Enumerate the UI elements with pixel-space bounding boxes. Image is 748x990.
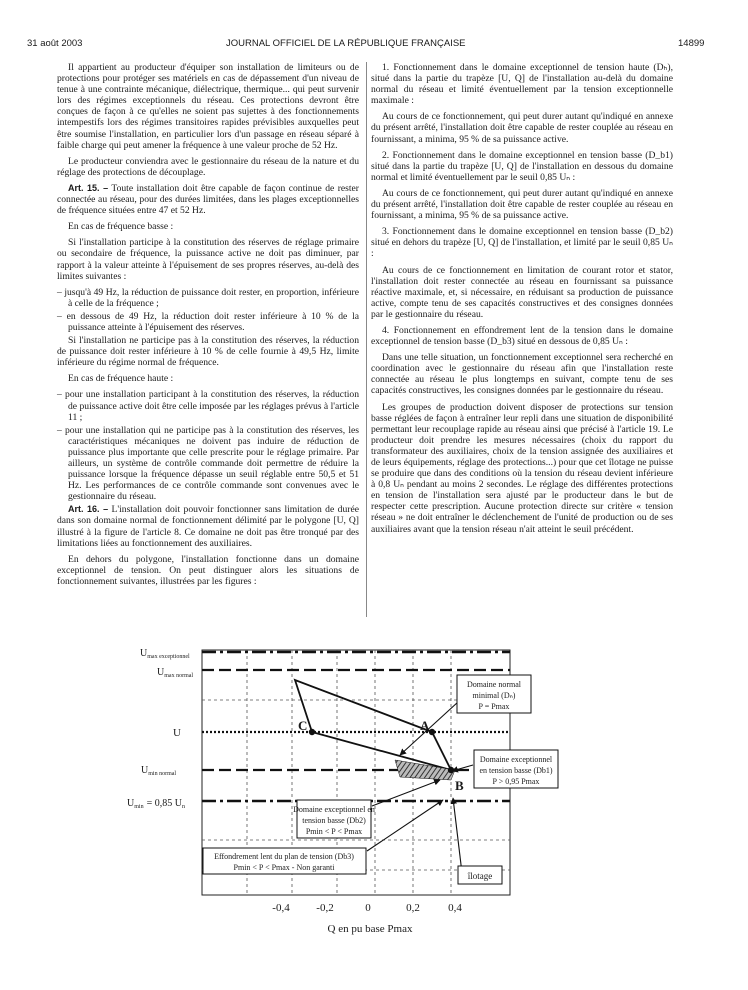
- paragraph: [57, 221, 359, 232]
- paragraph-text: – pour une installation qui ne participe pas à la constitution des réserves, les caractéristiques mécaniques ne doivent pas induire de réduction de puissance plus importante que celle prescrite pour le réglage primaire. Par ailleurs, un système de contrôle commande doit permettre de réduire la puissance lorsque la fréquence dépasse un seuil réglable entre 50,5 et 51 Hz. Les performances de ce contrôle commande sont convenues avec le gestionnaire du réseau.: [57, 424, 359, 503]
- paragraph-text: Si l'installation participe à la constitution des réserves de réglage primaire ou secondaire de fréquence, la puissance active ne doit pas diminuer, par rapport à la valeur atteinte à l'épuisement de ses propres réserves, au-delà des limites suivantes :: [57, 237, 359, 282]
- paragraph: [57, 425, 359, 503]
- paragraph-text: Le producteur conviendra avec le gestionnaire du réseau de la nature et du réglage des protections de découplage.: [57, 155, 359, 178]
- paragraph: [57, 237, 359, 281]
- paragraph: [57, 156, 359, 178]
- column-divider: [366, 62, 367, 617]
- paragraph: [57, 335, 359, 368]
- box-slow-collapse: [203, 848, 366, 874]
- svg-text:tension basse (Db2): tension basse (Db2): [302, 816, 366, 825]
- svg-text:P = Pmax: P = Pmax: [478, 702, 510, 711]
- paragraph-text: 4. Fonctionnement en effondrement lent de la tension dans le domaine exceptionnel de tension basse (D_b3) situé en dessous de 0,85 Uₙ :: [371, 324, 673, 348]
- voltage-reactive-figure: [0, 630, 748, 955]
- paragraph: [371, 402, 673, 535]
- svg-text:P > 0,95 Pmax: P > 0,95 Pmax: [492, 777, 540, 786]
- article-number: Art. 16. –: [68, 504, 109, 515]
- paragraph-text: En dehors du polygone, l'installation fonctionne dans un domaine exceptionnel de tension. On peut distinguer alors les situations de fonctionnement suivantes, illustrées par les figures :: [57, 553, 359, 587]
- paragraph: [371, 226, 673, 259]
- paragraph: [57, 287, 359, 309]
- paragraph: [371, 62, 673, 106]
- svg-text:Domaine exceptionnel en: Domaine exceptionnel en: [293, 805, 375, 814]
- left-column: [57, 62, 359, 592]
- svg-text:îlotage: îlotage: [467, 871, 493, 881]
- x-tick: 0,2: [406, 902, 420, 914]
- x-tick: 0,4: [448, 902, 462, 914]
- paragraph: [57, 504, 359, 548]
- svg-text:minimal (Dₙ): minimal (Dₙ): [472, 691, 516, 700]
- paragraph-text: L'installation doit pouvoir fonctionner sans limitation de durée dans son domaine normal de fonctionnement délimité par le polygone [U, Q] illustré à la figure de l'article 8. Ce domaine ne doit pas être tronqué par des limitations liées au fonctionnement des auxiliaires.: [57, 504, 359, 549]
- paragraph-text: Si l'installation ne participe pas à la constitution des réserves, la réduction de puissance doit rester inférieure à 10 % de celle fournie à 49,5 Hz, limite inférieure du régime normal de fréquence.: [57, 335, 359, 369]
- svg-text:en tension basse (Db1): en tension basse (Db1): [479, 766, 553, 775]
- right-column: [371, 62, 673, 540]
- box-islanding: [458, 866, 502, 884]
- paragraph-text: – en dessous de 49 Hz, la réduction doit rester inférieure à 10 % de la puissance atteinte à l'épuisement des réserves.: [57, 310, 359, 333]
- paragraph-text: 1. Fonctionnement dans le domaine exceptionnel de tension haute (Dₕ), situé dans la partie du trapèze [U, Q] de l'installation au-delà du domaine normal du réseau et limité éventuellement par la tension exceptionnelle maximale :: [371, 62, 673, 107]
- paragraph: [57, 373, 359, 384]
- paragraph-text: – jusqu'à 49 Hz, la réduction de puissance doit rester, en proportion, inférieure à celle de la fréquence ;: [57, 286, 359, 309]
- header-page-number: 14899: [678, 38, 705, 49]
- paragraph: [371, 111, 673, 144]
- x-tick: -0,2: [316, 902, 334, 914]
- article-number: Art. 15. –: [68, 182, 109, 193]
- paragraph-text: Il appartient au producteur d'équiper son installation de limiteurs ou de protections pour protéger ses matériels en cas de dépassement d'un niveau de tenue à une contrainte mécanique, diélectrique, thermique... qui peut survenir lors des régimes exceptionnels du réseau. Ces protections devront être conçues de façon à ce qu'elles ne soient pas sujettes à des fonctionnements intempestifs lors des régimes transitoires rapides prévisibles auxquelles peut être soumise l'installation, en particulier lors d'un passage en réseau séparé à faible charge qui peut amener la fréquence à une valeur proche de 52 Hz.: [57, 62, 359, 151]
- x-axis-ticks: [272, 902, 462, 914]
- paragraph-text: Au cours de ce fonctionnement, qui peut durer autant qu'indiqué en annexe du présent arrêté, l'installation doit être capable de rester couplée au réseau en fournissant, a minima, 95 % de sa puissance active.: [371, 187, 673, 222]
- label-u: U: [173, 727, 181, 739]
- x-tick: -0,4: [272, 902, 290, 914]
- svg-text:Pmin < P < Pmax - Non garanti: Pmin < P < Pmax - Non garanti: [233, 863, 335, 872]
- x-tick: 0: [365, 902, 371, 914]
- svg-text:Pmin < P < Pmax: Pmin < P < Pmax: [305, 827, 363, 836]
- paragraph: [57, 62, 359, 151]
- svg-text:Domaine normal: Domaine normal: [467, 680, 521, 689]
- paragraph: [57, 311, 359, 333]
- point-c: C: [298, 718, 308, 733]
- label-umin-normal: $U_{min normal}$: [141, 765, 177, 777]
- x-axis-label: Q en pu base Pmax: [327, 923, 413, 935]
- paragraph-text: 3. Fonctionnement dans le domaine exceptionnel en tension basse (D_b2) situé en dehors du trapèze [U, Q] de l'installation, et limité par le seuil 0,85 Uₙ :: [371, 226, 673, 260]
- header-date: 31 août 2003: [27, 38, 83, 49]
- header-title: JOURNAL OFFICIEL DE LA RÉPUBLIQUE FRANÇAISE: [226, 38, 466, 49]
- paragraph: [371, 352, 673, 396]
- paragraph-text: Les groupes de production doivent disposer de protections sur tension basse réglées de façon à entraîner leur repli dans une situation de disponibilité permettant leur recouplage rapide au réseau ainsi que précisé à l'article 19. Le producteur doit prendre les mesures nécessaires (choix du rapport du transformateur des auxiliaires, choix de la tension assignée des auxiliaires et de leurs équipements, réglage des protections...) pour que cet îlotage ne puisse se produire que dans des conditions où la tension du réseau devient inférieure à 0,8 Uₙ pendant au moins 2 secondes. Le réglage des différentes protections en tension de l'installation sera ajusté par le producteur dans le but de respecter cette prescription. Aucune protection directe sur critère « tension réseau » ne doit entraîner le déclenchement de l'unité de production ou de ses auxiliaires avant que la tension réseau n'ait atteint le seuil précédent.: [371, 401, 673, 535]
- paragraph-text: Dans une telle situation, un fonctionnement exceptionnel sera recherché en coordination avec le gestionnaire du réseau afin que l'installation reste connectée au réseau le plus longtemps en suivant, compte tenu de ses capacités constructives, les consignes données par le gestionnaire du réseau.: [371, 352, 673, 397]
- point-a: A: [420, 718, 430, 733]
- point-b: B: [455, 778, 464, 793]
- paragraph-text: 2. Fonctionnement dans le domaine exceptionnel en tension basse (D_b1) situé dans la partie du trapèze [U, Q] de l'installation en dessous du domaine normal et limité éventuellement par le seuil 0,85 Uₙ :: [371, 149, 673, 183]
- paragraph-text: Toute installation doit être capable de façon continue de rester connectée au réseau, pour des durées limitées, dans les plages exceptionnelles de fréquence situées entre 47 et 52 Hz.: [57, 182, 359, 217]
- label-umin: $U_{min} = 0,85$ $U_n$: [127, 798, 185, 810]
- paragraph: [57, 183, 359, 216]
- svg-text:Domaine exceptionnel: Domaine exceptionnel: [479, 755, 553, 764]
- paragraph: [57, 389, 359, 422]
- paragraph-text: Au cours de ce fonctionnement en limitation de courant rotor et stator, l'installation doit rester connectée au réseau en fournissant sa puissance réactive maximale, et, si nécessaire, en réduisant sa production de puissance active, compte tenu de ses capacités constructives et des consignes données par le gestionnaire du réseau.: [371, 264, 673, 320]
- label-umax-normal: $U_{max normal}$: [157, 667, 194, 679]
- box-exceptional-db1: [474, 750, 558, 788]
- paragraph-text: Au cours de ce fonctionnement, qui peut durer autant qu'indiqué en annexe du présent arrêté, l'installation doit être capable de rester couplée au réseau en fournissant, a minima, 95 % de sa puissance active.: [371, 111, 673, 145]
- box-exceptional-db2: [293, 800, 375, 838]
- paragraph: [57, 554, 359, 587]
- paragraph-text: En cas de fréquence haute :: [68, 373, 174, 385]
- svg-text:Effondrement lent du plan de t: Effondrement lent du plan de tension (Db3): [214, 852, 354, 861]
- paragraph: [371, 188, 673, 221]
- paragraph-text: En cas de fréquence basse :: [68, 221, 174, 233]
- label-umax-exceptional: $U_{max exceptionnel}$: [140, 648, 190, 660]
- paragraph-text: – pour une installation participant à la constitution des réserves, la réduction de puissance active doit être celle imposée par les réglages prévus à l'article 11 ;: [57, 389, 359, 423]
- paragraph: [371, 325, 673, 347]
- paragraph: [371, 265, 673, 320]
- box-normal-domain: [457, 675, 531, 713]
- paragraph: [371, 150, 673, 183]
